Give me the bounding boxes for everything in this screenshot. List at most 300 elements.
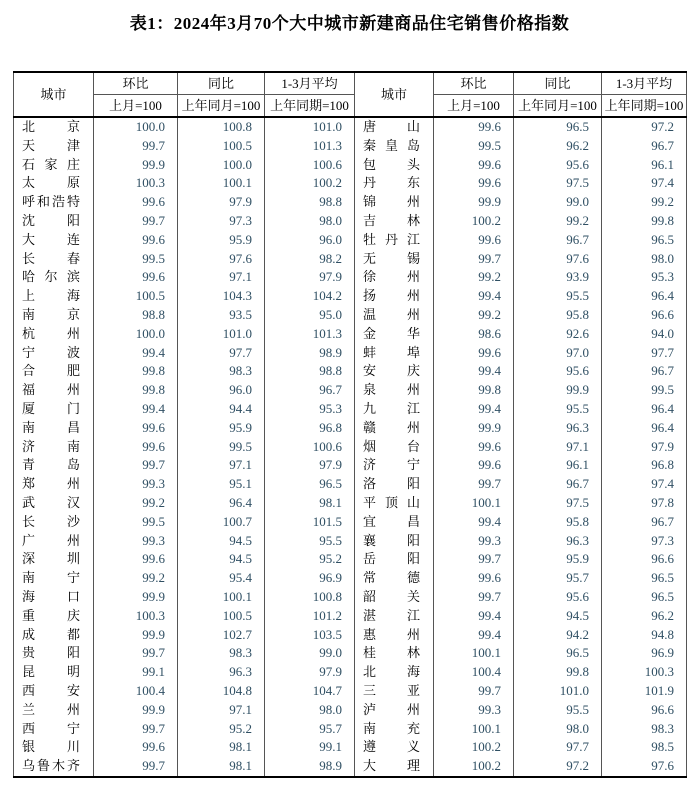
city-cell-right — [355, 569, 434, 588]
yoy-value-left: 100.0 — [178, 156, 265, 175]
yoy-value-left: 101.0 — [178, 325, 265, 344]
yoy-value-left: 104.8 — [178, 682, 265, 701]
city-cell-left — [14, 644, 94, 663]
city-cell-right — [355, 644, 434, 663]
city-name: 唐山 — [363, 119, 420, 134]
table-row — [14, 306, 687, 325]
city-cell-right — [355, 588, 434, 607]
avg-value-right: 96.6 — [602, 701, 687, 720]
city-cell-right — [355, 456, 434, 475]
table-row — [14, 626, 687, 645]
avg-value-left: 95.3 — [265, 400, 355, 419]
yoy-value-left: 95.9 — [178, 231, 265, 250]
yoy-value-right: 97.5 — [514, 174, 602, 193]
mom-value-left: 99.6 — [94, 231, 178, 250]
city-name: 岳阳 — [363, 551, 420, 567]
city-cell-left — [14, 569, 94, 588]
mom-value-left: 99.7 — [94, 644, 178, 663]
city-name: 惠州 — [363, 626, 420, 642]
mom-value-right: 99.8 — [434, 381, 514, 400]
city-name: 哈尔滨 — [22, 269, 80, 285]
city-cell-left — [14, 701, 94, 720]
header-avg-base-right: 上年同期=100 — [602, 95, 687, 118]
mom-value-right: 99.6 — [434, 174, 514, 193]
city-cell-right — [355, 607, 434, 626]
yoy-value-right: 95.5 — [514, 701, 602, 720]
page-title: 表1：2024年3月70个大中城市新建商品住宅销售价格指数 — [129, 14, 570, 33]
yoy-value-left: 94.4 — [178, 400, 265, 419]
mom-value-left: 99.2 — [94, 569, 178, 588]
mom-value-right: 100.2 — [434, 212, 514, 231]
city-cell-right — [355, 513, 434, 532]
avg-value-left: 98.9 — [265, 344, 355, 363]
mom-value-right: 99.4 — [434, 513, 514, 532]
city-cell-left — [14, 475, 94, 494]
avg-value-left: 99.0 — [265, 644, 355, 663]
mom-value-right: 100.2 — [434, 738, 514, 757]
yoy-value-left: 97.1 — [178, 456, 265, 475]
table-row — [14, 644, 687, 663]
avg-value-right: 96.4 — [602, 287, 687, 306]
city-name: 南京 — [22, 306, 80, 322]
city-name: 济南 — [22, 438, 80, 454]
mom-value-left: 99.9 — [94, 701, 178, 720]
city-name: 成都 — [22, 626, 80, 642]
city-name: 银川 — [22, 739, 80, 755]
city-name: 贵阳 — [22, 645, 80, 661]
city-cell-left — [14, 325, 94, 344]
yoy-value-left: 98.3 — [178, 362, 265, 381]
avg-value-left: 101.5 — [265, 513, 355, 532]
mom-value-left: 99.5 — [94, 513, 178, 532]
avg-value-right: 96.2 — [602, 607, 687, 626]
yoy-value-left: 100.5 — [178, 137, 265, 156]
mom-value-right: 99.4 — [434, 362, 514, 381]
mom-value-right: 99.4 — [434, 607, 514, 626]
city-cell-right — [355, 250, 434, 269]
city-cell-right — [355, 306, 434, 325]
avg-value-right: 98.0 — [602, 250, 687, 269]
city-name: 扬州 — [363, 288, 420, 304]
city-name: 西安 — [22, 682, 80, 698]
yoy-value-right: 99.9 — [514, 381, 602, 400]
city-name: 南充 — [363, 720, 420, 736]
city-cell-right — [355, 419, 434, 438]
city-name: 厦门 — [22, 400, 80, 416]
city-cell-left — [14, 287, 94, 306]
table-row — [14, 174, 687, 193]
avg-value-left: 98.1 — [265, 494, 355, 513]
yoy-value-left: 100.1 — [178, 588, 265, 607]
avg-value-right: 95.3 — [602, 268, 687, 287]
mom-value-right: 99.6 — [434, 231, 514, 250]
avg-value-right: 99.2 — [602, 193, 687, 212]
city-name: 赣州 — [363, 419, 420, 435]
table-row — [14, 456, 687, 475]
header-mom-left: 环比 — [94, 72, 178, 95]
avg-value-left: 96.0 — [265, 231, 355, 250]
city-cell-left — [14, 156, 94, 175]
avg-value-right: 98.3 — [602, 720, 687, 739]
table-row — [14, 117, 687, 137]
avg-value-right: 96.6 — [602, 550, 687, 569]
city-name: 呼和浩特 — [22, 194, 80, 210]
mom-value-right: 99.7 — [434, 475, 514, 494]
city-cell-right — [355, 475, 434, 494]
yoy-value-right: 98.0 — [514, 720, 602, 739]
avg-value-left: 104.2 — [265, 287, 355, 306]
table-row — [14, 212, 687, 231]
mom-value-right: 99.6 — [434, 344, 514, 363]
city-name: 九江 — [363, 400, 420, 416]
table-row — [14, 362, 687, 381]
city-name: 大理 — [363, 758, 420, 774]
mom-value-left: 99.1 — [94, 663, 178, 682]
city-cell-left — [14, 250, 94, 269]
table-row — [14, 137, 687, 156]
city-name: 安庆 — [363, 363, 420, 379]
mom-value-left: 99.2 — [94, 494, 178, 513]
avg-value-left: 97.9 — [265, 663, 355, 682]
yoy-value-left: 96.4 — [178, 494, 265, 513]
city-cell-right — [355, 720, 434, 739]
avg-value-right: 96.4 — [602, 419, 687, 438]
city-name: 济宁 — [363, 457, 420, 473]
yoy-value-right: 96.5 — [514, 644, 602, 663]
table-row — [14, 381, 687, 400]
mom-value-right: 99.6 — [434, 156, 514, 175]
yoy-value-left: 97.1 — [178, 701, 265, 720]
city-name: 徐州 — [363, 269, 420, 285]
yoy-value-right: 96.7 — [514, 231, 602, 250]
mom-value-left: 99.6 — [94, 419, 178, 438]
avg-value-left: 98.8 — [265, 193, 355, 212]
city-name: 西宁 — [22, 720, 80, 736]
city-cell-left — [14, 212, 94, 231]
avg-value-left: 95.5 — [265, 532, 355, 551]
yoy-value-right: 96.3 — [514, 419, 602, 438]
avg-value-right: 96.1 — [602, 156, 687, 175]
yoy-value-right: 95.8 — [514, 306, 602, 325]
mom-value-right: 99.6 — [434, 456, 514, 475]
yoy-value-left: 98.1 — [178, 757, 265, 777]
mom-value-left: 99.4 — [94, 344, 178, 363]
avg-value-left: 97.9 — [265, 268, 355, 287]
yoy-value-right: 97.1 — [514, 438, 602, 457]
avg-value-right: 97.7 — [602, 344, 687, 363]
city-cell-left — [14, 588, 94, 607]
mom-value-right: 99.7 — [434, 550, 514, 569]
yoy-value-right: 94.5 — [514, 607, 602, 626]
city-cell-right — [355, 682, 434, 701]
mom-value-right: 99.5 — [434, 137, 514, 156]
yoy-value-left: 93.5 — [178, 306, 265, 325]
city-cell-left — [14, 513, 94, 532]
city-name: 湛江 — [363, 607, 420, 623]
mom-value-right: 100.2 — [434, 757, 514, 777]
avg-value-left: 98.0 — [265, 701, 355, 720]
city-cell-left — [14, 438, 94, 457]
mom-value-right: 100.4 — [434, 663, 514, 682]
city-name: 牡丹江 — [363, 231, 420, 247]
city-name: 青岛 — [22, 457, 80, 473]
city-cell-right — [355, 193, 434, 212]
avg-value-right: 97.9 — [602, 438, 687, 457]
city-name: 吉林 — [363, 212, 420, 228]
city-name: 三亚 — [363, 682, 420, 698]
city-cell-left — [14, 419, 94, 438]
mom-value-right: 99.6 — [434, 117, 514, 137]
city-cell-left — [14, 626, 94, 645]
mom-value-left: 99.4 — [94, 400, 178, 419]
table-row — [14, 193, 687, 212]
mom-value-right: 99.6 — [434, 569, 514, 588]
city-cell-left — [14, 193, 94, 212]
city-name: 桂林 — [363, 645, 420, 661]
yoy-value-right: 95.7 — [514, 569, 602, 588]
avg-value-left: 101.3 — [265, 137, 355, 156]
city-name: 秦皇岛 — [363, 137, 420, 153]
city-name: 烟台 — [363, 438, 420, 454]
yoy-value-right: 95.8 — [514, 513, 602, 532]
city-cell-right — [355, 494, 434, 513]
mom-value-right: 99.9 — [434, 419, 514, 438]
avg-value-left: 96.8 — [265, 419, 355, 438]
table-row — [14, 550, 687, 569]
avg-value-left: 100.6 — [265, 156, 355, 175]
city-name: 蚌埠 — [363, 344, 420, 360]
avg-value-left: 96.9 — [265, 569, 355, 588]
yoy-value-left: 95.1 — [178, 475, 265, 494]
table-body — [14, 117, 687, 777]
table-row — [14, 757, 687, 777]
avg-value-right: 94.0 — [602, 325, 687, 344]
city-cell-left — [14, 400, 94, 419]
yoy-value-right: 96.2 — [514, 137, 602, 156]
mom-value-left: 99.9 — [94, 156, 178, 175]
table-row — [14, 682, 687, 701]
city-name: 天津 — [22, 137, 80, 153]
avg-value-left: 95.0 — [265, 306, 355, 325]
yoy-value-left: 95.2 — [178, 720, 265, 739]
city-cell-right — [355, 156, 434, 175]
mom-value-left: 98.8 — [94, 306, 178, 325]
city-cell-right — [355, 757, 434, 777]
table-row — [14, 588, 687, 607]
mom-value-right: 99.4 — [434, 626, 514, 645]
avg-value-right: 94.8 — [602, 626, 687, 645]
avg-value-left: 95.7 — [265, 720, 355, 739]
mom-value-left: 99.6 — [94, 268, 178, 287]
yoy-value-right: 94.2 — [514, 626, 602, 645]
header-avg-base-left: 上年同期=100 — [265, 95, 355, 118]
mom-value-right: 99.4 — [434, 400, 514, 419]
city-cell-left — [14, 757, 94, 777]
avg-value-right: 97.3 — [602, 532, 687, 551]
mom-value-left: 99.3 — [94, 475, 178, 494]
city-cell-left — [14, 174, 94, 193]
yoy-value-right: 95.6 — [514, 362, 602, 381]
yoy-value-right: 99.2 — [514, 212, 602, 231]
yoy-value-right: 95.9 — [514, 550, 602, 569]
mom-value-left: 100.0 — [94, 117, 178, 137]
avg-value-right: 101.9 — [602, 682, 687, 701]
avg-value-left: 104.7 — [265, 682, 355, 701]
header-yoy-right: 同比 — [514, 72, 602, 95]
yoy-value-left: 96.3 — [178, 663, 265, 682]
city-cell-right — [355, 381, 434, 400]
city-cell-right — [355, 400, 434, 419]
header-yoy-base-left: 上年同月=100 — [178, 95, 265, 118]
table-row — [14, 738, 687, 757]
city-name: 沈阳 — [22, 212, 80, 228]
avg-value-left: 100.8 — [265, 588, 355, 607]
avg-value-right: 96.7 — [602, 137, 687, 156]
mom-value-left: 100.3 — [94, 607, 178, 626]
yoy-value-right: 95.6 — [514, 588, 602, 607]
mom-value-right: 99.2 — [434, 306, 514, 325]
city-name: 太原 — [22, 175, 80, 191]
city-cell-right — [355, 738, 434, 757]
yoy-value-left: 94.5 — [178, 532, 265, 551]
yoy-value-right: 95.5 — [514, 400, 602, 419]
yoy-value-left: 97.9 — [178, 193, 265, 212]
mom-value-left: 100.0 — [94, 325, 178, 344]
mom-value-left: 99.3 — [94, 532, 178, 551]
yoy-value-left: 100.5 — [178, 607, 265, 626]
city-name: 北海 — [363, 664, 420, 680]
avg-value-right: 96.8 — [602, 456, 687, 475]
yoy-value-left: 95.4 — [178, 569, 265, 588]
table-row — [14, 268, 687, 287]
table-row — [14, 532, 687, 551]
city-name: 韶关 — [363, 588, 420, 604]
avg-value-left: 99.1 — [265, 738, 355, 757]
city-name: 郑州 — [22, 476, 80, 492]
city-cell-right — [355, 701, 434, 720]
mom-value-left: 99.7 — [94, 212, 178, 231]
city-cell-right — [355, 626, 434, 645]
yoy-value-right: 95.5 — [514, 287, 602, 306]
city-cell-right — [355, 362, 434, 381]
city-cell-left — [14, 344, 94, 363]
mom-value-left: 99.9 — [94, 626, 178, 645]
avg-value-left: 103.5 — [265, 626, 355, 645]
table-row — [14, 513, 687, 532]
city-name: 宁波 — [22, 344, 80, 360]
table-row — [14, 569, 687, 588]
table-row — [14, 156, 687, 175]
avg-value-left: 98.9 — [265, 757, 355, 777]
avg-value-left: 98.0 — [265, 212, 355, 231]
price-index-table — [13, 71, 687, 778]
yoy-value-left: 96.0 — [178, 381, 265, 400]
avg-value-right: 96.7 — [602, 513, 687, 532]
header-yoy-left: 同比 — [178, 72, 265, 95]
avg-value-right: 96.5 — [602, 569, 687, 588]
city-name: 上海 — [22, 288, 80, 304]
mom-value-left: 99.7 — [94, 137, 178, 156]
city-name: 南昌 — [22, 419, 80, 435]
avg-value-right: 99.8 — [602, 212, 687, 231]
city-cell-left — [14, 663, 94, 682]
mom-value-right: 99.7 — [434, 588, 514, 607]
avg-value-right: 97.4 — [602, 174, 687, 193]
city-cell-right — [355, 137, 434, 156]
avg-value-left: 101.0 — [265, 117, 355, 137]
yoy-value-right: 96.1 — [514, 456, 602, 475]
avg-value-left: 100.2 — [265, 174, 355, 193]
avg-value-right: 100.3 — [602, 663, 687, 682]
avg-value-left: 100.6 — [265, 438, 355, 457]
yoy-value-left: 98.1 — [178, 738, 265, 757]
header-yoy-base-right: 上年同月=100 — [514, 95, 602, 118]
yoy-value-right: 101.0 — [514, 682, 602, 701]
city-cell-right — [355, 287, 434, 306]
mom-value-left: 100.3 — [94, 174, 178, 193]
city-name: 深圳 — [22, 551, 80, 567]
city-cell-left — [14, 738, 94, 757]
city-name: 锦州 — [363, 194, 420, 210]
yoy-value-left: 104.3 — [178, 287, 265, 306]
city-cell-right — [355, 438, 434, 457]
city-cell-left — [14, 231, 94, 250]
mom-value-left: 99.7 — [94, 720, 178, 739]
table-row — [14, 419, 687, 438]
avg-value-left: 97.9 — [265, 456, 355, 475]
table-row — [14, 494, 687, 513]
city-cell-right — [355, 212, 434, 231]
city-name: 广州 — [22, 532, 80, 548]
mom-value-right: 99.9 — [434, 193, 514, 212]
yoy-value-right: 95.6 — [514, 156, 602, 175]
city-name: 包头 — [363, 156, 420, 172]
city-cell-right — [355, 344, 434, 363]
header-mom-base-left: 上月=100 — [94, 95, 178, 118]
avg-value-right: 97.8 — [602, 494, 687, 513]
city-name: 常德 — [363, 570, 420, 586]
mom-value-left: 99.6 — [94, 738, 178, 757]
avg-value-right: 96.4 — [602, 400, 687, 419]
yoy-value-left: 100.7 — [178, 513, 265, 532]
city-cell-right — [355, 663, 434, 682]
city-name: 杭州 — [22, 325, 80, 341]
city-name: 石家庄 — [22, 156, 80, 172]
avg-value-left: 98.8 — [265, 362, 355, 381]
city-cell-left — [14, 607, 94, 626]
mom-value-right: 99.7 — [434, 250, 514, 269]
avg-value-right: 96.5 — [602, 588, 687, 607]
city-cell-left — [14, 362, 94, 381]
yoy-value-right: 96.5 — [514, 117, 602, 137]
mom-value-right: 99.3 — [434, 532, 514, 551]
city-name: 温州 — [363, 306, 420, 322]
city-name: 遵义 — [363, 739, 420, 755]
avg-value-right: 98.5 — [602, 738, 687, 757]
city-cell-left — [14, 306, 94, 325]
city-name: 合肥 — [22, 363, 80, 379]
table-row — [14, 720, 687, 739]
yoy-value-right: 96.7 — [514, 475, 602, 494]
avg-value-left: 101.3 — [265, 325, 355, 344]
table-row — [14, 701, 687, 720]
city-cell-right — [355, 231, 434, 250]
city-name: 重庆 — [22, 607, 80, 623]
avg-value-left: 96.7 — [265, 381, 355, 400]
avg-value-left: 98.2 — [265, 250, 355, 269]
yoy-value-right: 97.6 — [514, 250, 602, 269]
city-cell-right — [355, 268, 434, 287]
